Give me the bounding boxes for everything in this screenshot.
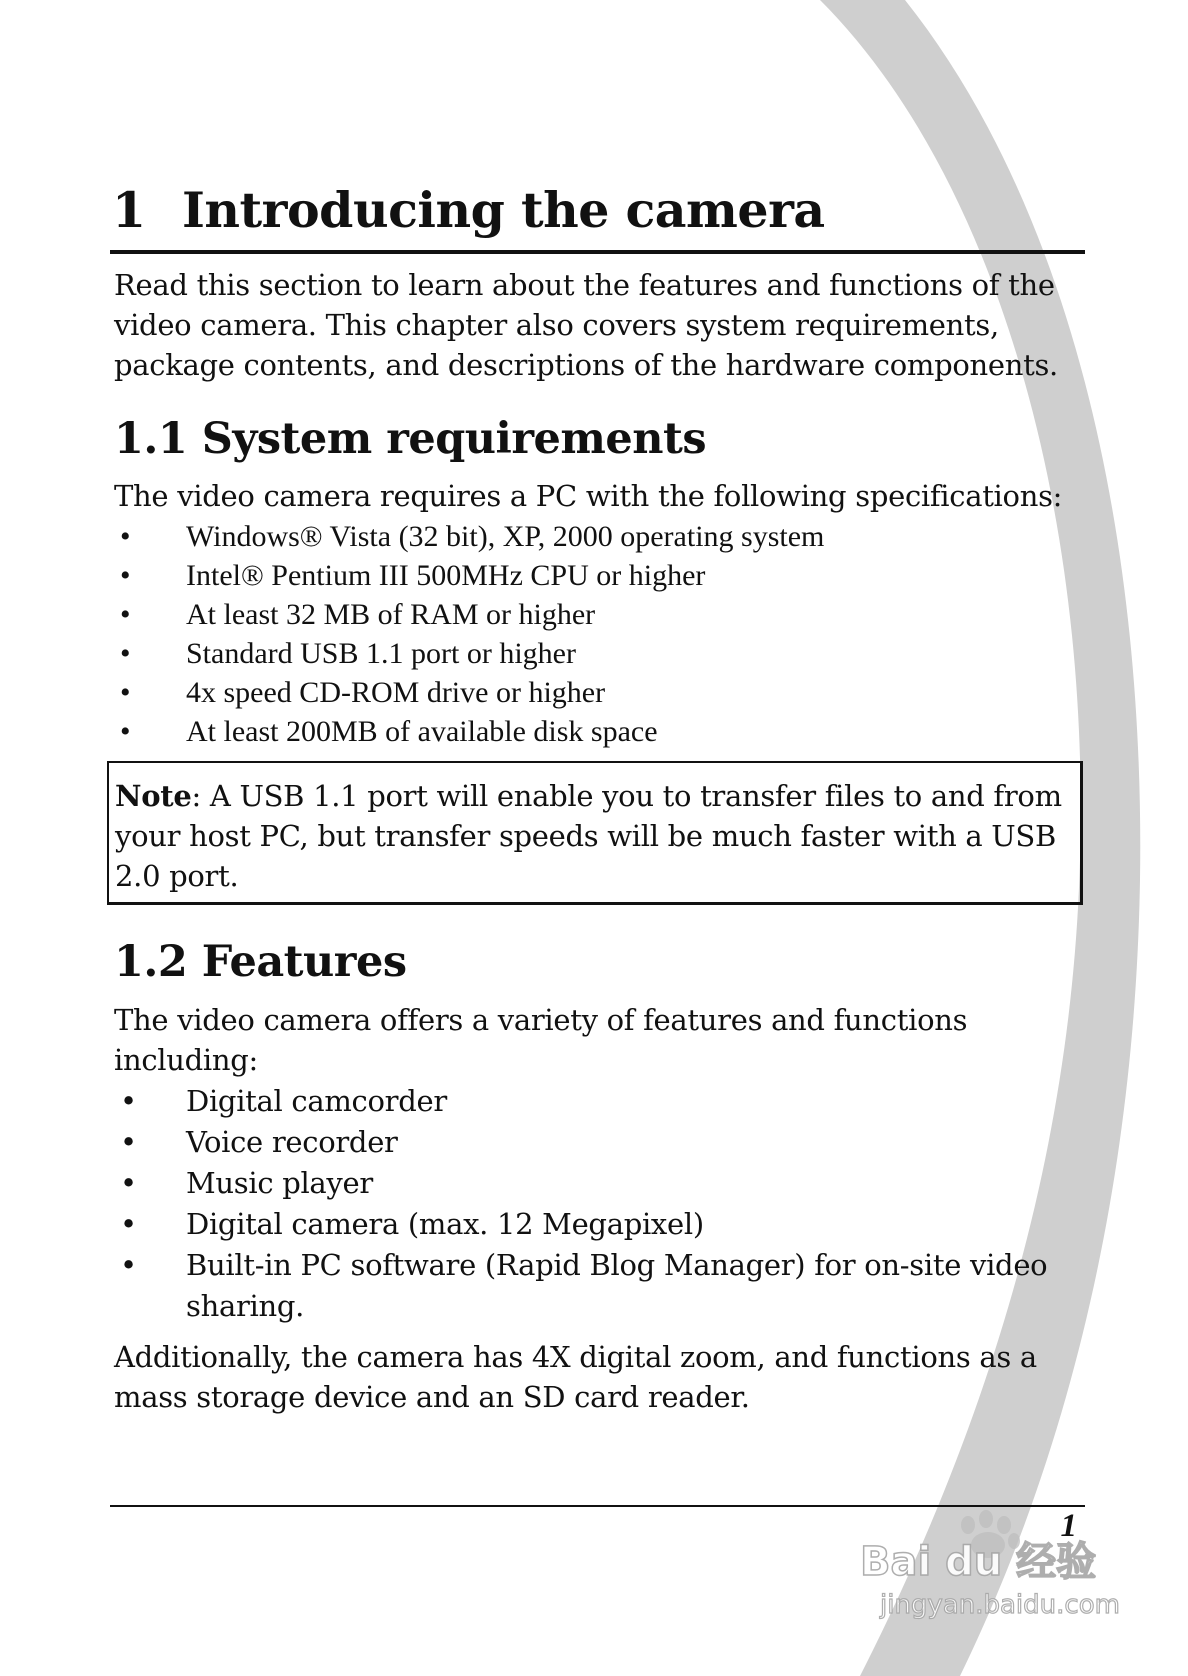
list-item-text: Voice recorder	[186, 1125, 398, 1159]
list-item-text: Windows® Vista (32 bit), XP, 2000 operating system	[186, 520, 825, 553]
chapter-title-rule	[110, 250, 1085, 254]
system-requirements-list	[116, 517, 1066, 751]
bullet-icon: •	[120, 1125, 137, 1159]
list-item	[116, 517, 1066, 556]
list-item-text: At least 200MB of available disk space	[186, 715, 658, 748]
list-item	[116, 556, 1066, 595]
list-item-text: Built-in PC software (Rapid Blog Manager) for on-site video sharing.	[186, 1248, 1048, 1323]
list-item	[116, 1204, 1066, 1245]
bullet-icon: •	[120, 1207, 137, 1241]
chapter-intro-paragraph: Read this section to learn about the features and functions of the video camera. This chapter also covers system requirements, package contents, and descriptions of the hardware components.	[114, 268, 1058, 382]
list-item-text: Music player	[186, 1166, 373, 1200]
list-item	[116, 712, 1066, 751]
list-item	[116, 595, 1066, 634]
note-text	[115, 776, 1072, 896]
list-item	[116, 1081, 1066, 1122]
list-item-text: 4x speed CD-ROM drive or higher	[186, 676, 606, 709]
list-item-text: Standard USB 1.1 port or higher	[186, 637, 576, 670]
section-heading-features: 1.2 Features	[114, 937, 407, 987]
list-item	[116, 1163, 1066, 1204]
document-page	[110, 0, 1085, 1676]
chapter-title-text: Introducing the camera	[182, 181, 825, 239]
list-item	[116, 634, 1066, 673]
list-item	[116, 673, 1066, 712]
bullet-icon: •	[120, 715, 131, 748]
list-item	[116, 1245, 1066, 1327]
bullet-icon: •	[120, 637, 131, 670]
watermark-url: jingyan.baidu.com	[880, 1590, 1120, 1620]
baidu-jingyan-watermark	[840, 1505, 1140, 1635]
section-heading-system-requirements: 1.1 System requirements	[114, 414, 707, 464]
watermark-brand: Bai du 经验	[860, 1539, 1097, 1585]
note-label: Note	[115, 779, 192, 813]
bullet-icon: •	[120, 520, 131, 553]
list-item-text: Digital camcorder	[186, 1084, 447, 1118]
chapter-title	[112, 182, 825, 238]
list-item-text: Digital camera (max. 12 Megapixel)	[186, 1207, 704, 1241]
bullet-icon: •	[120, 1248, 137, 1282]
features-additional-paragraph: Additionally, the camera has 4X digital zoom, and functions as a mass storage device and an SD card reader.	[114, 1340, 1037, 1414]
bullet-icon: •	[120, 1166, 137, 1200]
note-body: : A USB 1.1 port will enable you to transfer files to and from your host PC, but transfer speeds will be much faster with a USB 2.0 port.	[115, 779, 1062, 893]
bullet-icon: •	[120, 598, 131, 631]
bullet-icon: •	[120, 676, 131, 709]
features-intro: The video camera offers a variety of features and functions including:	[114, 1003, 968, 1077]
list-item-text: At least 32 MB of RAM or higher	[186, 598, 596, 631]
bullet-icon: •	[120, 559, 131, 592]
note-box	[107, 761, 1083, 905]
system-requirements-intro: The video camera requires a PC with the following specifications:	[114, 479, 1063, 513]
features-list	[116, 1081, 1066, 1327]
page-number: 1	[1060, 1508, 1077, 1544]
bullet-icon: •	[120, 1084, 137, 1118]
list-item-text: Intel® Pentium III 500MHz CPU or higher	[186, 559, 706, 592]
list-item	[116, 1122, 1066, 1163]
chapter-number: 1	[112, 181, 146, 239]
